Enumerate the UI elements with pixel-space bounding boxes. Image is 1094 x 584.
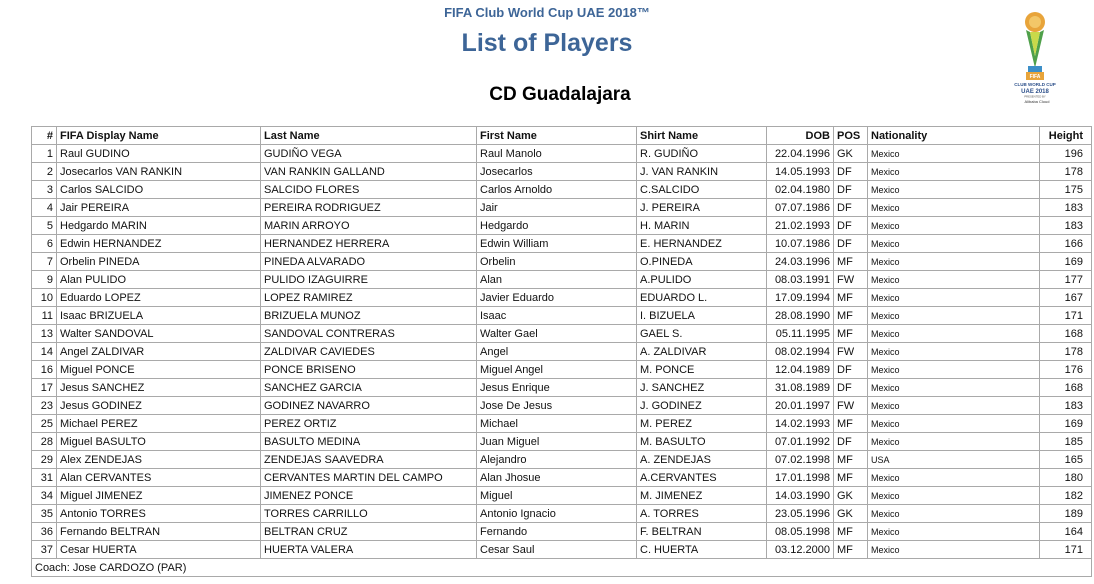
player-shirt-name: EDUARDO L. [637,289,767,307]
player-nationality: Mexico [868,253,1040,271]
table-row [32,253,1092,271]
table-row [32,487,1092,505]
player-position: DF [834,181,868,199]
player-number: 36 [32,523,57,541]
club-name: CD Guadalajara [489,84,631,105]
player-display-name: Alan PULIDO [57,271,261,289]
player-shirt-name: A. ZALDIVAR [637,343,767,361]
player-first-name: Michael [477,415,637,433]
player-nationality: Mexico [868,487,1040,505]
player-first-name: Josecarlos [477,163,637,181]
player-position: FW [834,271,868,289]
player-dob: 03.12.2000 [767,541,834,559]
player-position: FW [834,397,868,415]
player-nationality: Mexico [868,289,1040,307]
player-number: 17 [32,379,57,397]
player-shirt-name: M. JIMENEZ [637,487,767,505]
col-last-name: Last Name [261,127,477,145]
player-dob: 28.08.1990 [767,307,834,325]
table-row [32,361,1092,379]
player-last-name: LOPEZ RAMIREZ [261,289,477,307]
player-height: 185 [1040,433,1092,451]
player-dob: 23.05.1996 [767,505,834,523]
player-dob: 08.02.1994 [767,343,834,361]
player-position: GK [834,487,868,505]
player-height: 189 [1040,505,1092,523]
player-height: 176 [1040,361,1092,379]
player-display-name: Orbelin PINEDA [57,253,261,271]
player-dob: 10.07.1986 [767,235,834,253]
player-position: MF [834,469,868,487]
player-dob: 05.11.1995 [767,325,834,343]
player-shirt-name: H. MARIN [637,217,767,235]
player-shirt-name: O.PINEDA [637,253,767,271]
player-number: 37 [32,541,57,559]
player-display-name: Alan CERVANTES [57,469,261,487]
player-number: 16 [32,361,57,379]
player-first-name: Carlos Arnoldo [477,181,637,199]
table-row [32,469,1092,487]
col-shirt-name: Shirt Name [637,127,767,145]
player-first-name: Jair [477,199,637,217]
player-last-name: CERVANTES MARTIN DEL CAMPO [261,469,477,487]
player-shirt-name: I. BIZUELA [637,307,767,325]
tournament-title: FIFA Club World Cup UAE 2018™ [444,5,650,20]
player-position: DF [834,235,868,253]
player-nationality: Mexico [868,415,1040,433]
player-dob: 07.01.1992 [767,433,834,451]
player-height: 167 [1040,289,1092,307]
player-dob: 08.03.1991 [767,271,834,289]
player-position: FW [834,343,868,361]
player-shirt-name: J. PEREIRA [637,199,767,217]
player-last-name: SANDOVAL CONTRERAS [261,325,477,343]
player-dob: 20.01.1997 [767,397,834,415]
club-world-cup-trophy-logo [1004,6,1066,106]
player-nationality: Mexico [868,217,1040,235]
col-height: Height [1040,127,1092,145]
player-first-name: Alan [477,271,637,289]
player-nationality: Mexico [868,541,1040,559]
player-position: MF [834,325,868,343]
player-position: DF [834,217,868,235]
player-height: 183 [1040,199,1092,217]
player-position: MF [834,415,868,433]
player-number: 23 [32,397,57,415]
player-nationality: Mexico [868,199,1040,217]
player-display-name: Fernando BELTRAN [57,523,261,541]
player-shirt-name: GAEL S. [637,325,767,343]
player-dob: 22.04.1996 [767,145,834,163]
player-first-name: Walter Gael [477,325,637,343]
player-first-name: Fernando [477,523,637,541]
player-first-name: Orbelin [477,253,637,271]
table-row [32,181,1092,199]
player-first-name: Alejandro [477,451,637,469]
player-nationality: Mexico [868,145,1040,163]
player-shirt-name: C.SALCIDO [637,181,767,199]
col-nationality: Nationality [868,127,1040,145]
player-dob: 21.02.1993 [767,217,834,235]
player-shirt-name: R. GUDIÑO [637,145,767,163]
table-row [32,451,1092,469]
player-position: DF [834,163,868,181]
player-shirt-name: J. GODINEZ [637,397,767,415]
table-row [32,217,1092,235]
player-nationality: Mexico [868,523,1040,541]
player-last-name: VAN RANKIN GALLAND [261,163,477,181]
player-nationality: Mexico [868,469,1040,487]
player-shirt-name: A.PULIDO [637,271,767,289]
col-pos: POS [834,127,868,145]
player-last-name: GODINEZ NAVARRO [261,397,477,415]
player-dob: 08.05.1998 [767,523,834,541]
player-nationality: Mexico [868,163,1040,181]
table-header-row [32,127,1092,145]
player-number: 14 [32,343,57,361]
player-height: 175 [1040,181,1092,199]
player-height: 178 [1040,163,1092,181]
table-row [32,415,1092,433]
table-row [32,307,1092,325]
player-display-name: Michael PEREZ [57,415,261,433]
player-first-name: Antonio Ignacio [477,505,637,523]
table-row [32,145,1092,163]
player-height: 169 [1040,415,1092,433]
player-height: 169 [1040,253,1092,271]
player-nationality: Mexico [868,379,1040,397]
player-last-name: MARIN ARROYO [261,217,477,235]
player-display-name: Josecarlos VAN RANKIN [57,163,261,181]
player-last-name: GUDIÑO VEGA [261,145,477,163]
player-position: MF [834,307,868,325]
player-display-name: Miguel BASULTO [57,433,261,451]
table-row [32,289,1092,307]
col-display-name: FIFA Display Name [57,127,261,145]
player-display-name: Alex ZENDEJAS [57,451,261,469]
player-height: 182 [1040,487,1092,505]
player-last-name: HERNANDEZ HERRERA [261,235,477,253]
player-first-name: Angel [477,343,637,361]
player-number: 5 [32,217,57,235]
table-row [32,163,1092,181]
svg-text:PRESENTED BY: PRESENTED BY [1024,94,1046,99]
player-last-name: BASULTO MEDINA [261,433,477,451]
player-last-name: ZENDEJAS SAAVEDRA [261,451,477,469]
player-position: DF [834,361,868,379]
player-dob: 12.04.1989 [767,361,834,379]
player-height: 166 [1040,235,1092,253]
player-first-name: Isaac [477,307,637,325]
player-dob: 31.08.1989 [767,379,834,397]
player-dob: 17.01.1998 [767,469,834,487]
player-position: DF [834,433,868,451]
player-height: 178 [1040,343,1092,361]
player-position: MF [834,451,868,469]
player-last-name: PEREZ ORTIZ [261,415,477,433]
col-number: # [32,127,57,145]
player-last-name: BRIZUELA MUNOZ [261,307,477,325]
player-height: 171 [1040,541,1092,559]
player-height: 164 [1040,523,1092,541]
table-row [32,235,1092,253]
player-first-name: Alan Jhosue [477,469,637,487]
player-last-name: TORRES CARRILLO [261,505,477,523]
player-shirt-name: A. ZENDEJAS [637,451,767,469]
player-nationality: Mexico [868,325,1040,343]
player-shirt-name: J. VAN RANKIN [637,163,767,181]
table-row [32,325,1092,343]
table-row [32,397,1092,415]
player-number: 31 [32,469,57,487]
player-last-name: ZALDIVAR CAVIEDES [261,343,477,361]
player-nationality: Mexico [868,397,1040,415]
player-shirt-name: M. BASULTO [637,433,767,451]
player-number: 2 [32,163,57,181]
player-nationality: Mexico [868,307,1040,325]
table-row [32,199,1092,217]
player-dob: 24.03.1996 [767,253,834,271]
player-number: 29 [32,451,57,469]
player-display-name: Miguel PONCE [57,361,261,379]
player-position: DF [834,379,868,397]
player-nationality: Mexico [868,235,1040,253]
player-shirt-name: M. PEREZ [637,415,767,433]
player-display-name: Edwin HERNANDEZ [57,235,261,253]
player-display-name: Angel ZALDIVAR [57,343,261,361]
player-display-name: Walter SANDOVAL [57,325,261,343]
player-number: 7 [32,253,57,271]
player-number: 1 [32,145,57,163]
player-nationality: USA [868,451,1040,469]
svg-text:Alibaba Cloud: Alibaba Cloud [1024,99,1050,104]
player-position: MF [834,253,868,271]
player-dob: 02.04.1980 [767,181,834,199]
player-height: 177 [1040,271,1092,289]
player-shirt-name: E. HERNANDEZ [637,235,767,253]
player-shirt-name: C. HUERTA [637,541,767,559]
player-nationality: Mexico [868,433,1040,451]
player-number: 11 [32,307,57,325]
player-display-name: Carlos SALCIDO [57,181,261,199]
player-dob: 14.03.1990 [767,487,834,505]
player-position: MF [834,523,868,541]
player-nationality: Mexico [868,271,1040,289]
player-dob: 17.09.1994 [767,289,834,307]
player-display-name: Raul GUDINO [57,145,261,163]
player-dob: 07.02.1998 [767,451,834,469]
table-row [32,523,1092,541]
player-last-name: PULIDO IZAGUIRRE [261,271,477,289]
player-shirt-name: A. TORRES [637,505,767,523]
player-position: MF [834,289,868,307]
player-last-name: PINEDA ALVARADO [261,253,477,271]
player-display-name: Jesus GODINEZ [57,397,261,415]
player-last-name: SANCHEZ GARCIA [261,379,477,397]
player-display-name: Antonio TORRES [57,505,261,523]
players-table [31,126,1092,577]
player-first-name: Jesus Enrique [477,379,637,397]
player-height: 165 [1040,451,1092,469]
player-first-name: Miguel Angel [477,361,637,379]
player-number: 6 [32,235,57,253]
players-table-body [32,145,1092,577]
player-number: 10 [32,289,57,307]
player-display-name: Hedgardo MARIN [57,217,261,235]
player-number: 13 [32,325,57,343]
player-last-name: PONCE BRISENO [261,361,477,379]
svg-text:FIFA: FIFA [1029,74,1041,80]
player-number: 34 [32,487,57,505]
player-last-name: BELTRAN CRUZ [261,523,477,541]
player-first-name: Juan Miguel [477,433,637,451]
player-display-name: Isaac BRIZUELA [57,307,261,325]
col-dob: DOB [767,127,834,145]
player-number: 28 [32,433,57,451]
svg-text:UAE 2018: UAE 2018 [1021,89,1049,95]
player-height: 183 [1040,397,1092,415]
table-row [32,433,1092,451]
player-position: DF [834,199,868,217]
player-display-name: Miguel JIMENEZ [57,487,261,505]
player-dob: 14.02.1993 [767,415,834,433]
player-display-name: Jair PEREIRA [57,199,261,217]
player-position: MF [834,541,868,559]
player-position: GK [834,145,868,163]
player-first-name: Miguel [477,487,637,505]
player-nationality: Mexico [868,361,1040,379]
player-last-name: JIMENEZ PONCE [261,487,477,505]
svg-text:CLUB WORLD CUP: CLUB WORLD CUP [1014,82,1056,87]
player-display-name: Jesus SANCHEZ [57,379,261,397]
table-row [32,379,1092,397]
player-first-name: Jose De Jesus [477,397,637,415]
table-row [32,343,1092,361]
table-row [32,271,1092,289]
player-first-name: Hedgardo [477,217,637,235]
table-row [32,505,1092,523]
player-height: 180 [1040,469,1092,487]
table-row [32,541,1092,559]
player-height: 171 [1040,307,1092,325]
coach-row [32,559,1092,577]
page-title: List of Players [461,29,633,57]
player-number: 35 [32,505,57,523]
player-last-name: HUERTA VALERA [261,541,477,559]
player-first-name: Cesar Saul [477,541,637,559]
player-number: 25 [32,415,57,433]
player-shirt-name: F. BELTRAN [637,523,767,541]
player-shirt-name: M. PONCE [637,361,767,379]
player-shirt-name: J. SANCHEZ [637,379,767,397]
player-first-name: Raul Manolo [477,145,637,163]
player-dob: 14.05.1993 [767,163,834,181]
player-nationality: Mexico [868,343,1040,361]
player-nationality: Mexico [868,505,1040,523]
player-first-name: Edwin William [477,235,637,253]
player-height: 168 [1040,379,1092,397]
player-shirt-name: A.CERVANTES [637,469,767,487]
trophy-icon [1004,6,1066,106]
player-first-name: Javier Eduardo [477,289,637,307]
player-height: 183 [1040,217,1092,235]
player-height: 168 [1040,325,1092,343]
player-position: GK [834,505,868,523]
player-number: 9 [32,271,57,289]
player-display-name: Cesar HUERTA [57,541,261,559]
player-display-name: Eduardo LOPEZ [57,289,261,307]
player-nationality: Mexico [868,181,1040,199]
player-last-name: PEREIRA RODRIGUEZ [261,199,477,217]
player-last-name: SALCIDO FLORES [261,181,477,199]
player-height: 196 [1040,145,1092,163]
player-dob: 07.07.1986 [767,199,834,217]
player-number: 4 [32,199,57,217]
coach-label: Coach: Jose CARDOZO (PAR) [32,559,1092,577]
col-first-name: First Name [477,127,637,145]
player-number: 3 [32,181,57,199]
